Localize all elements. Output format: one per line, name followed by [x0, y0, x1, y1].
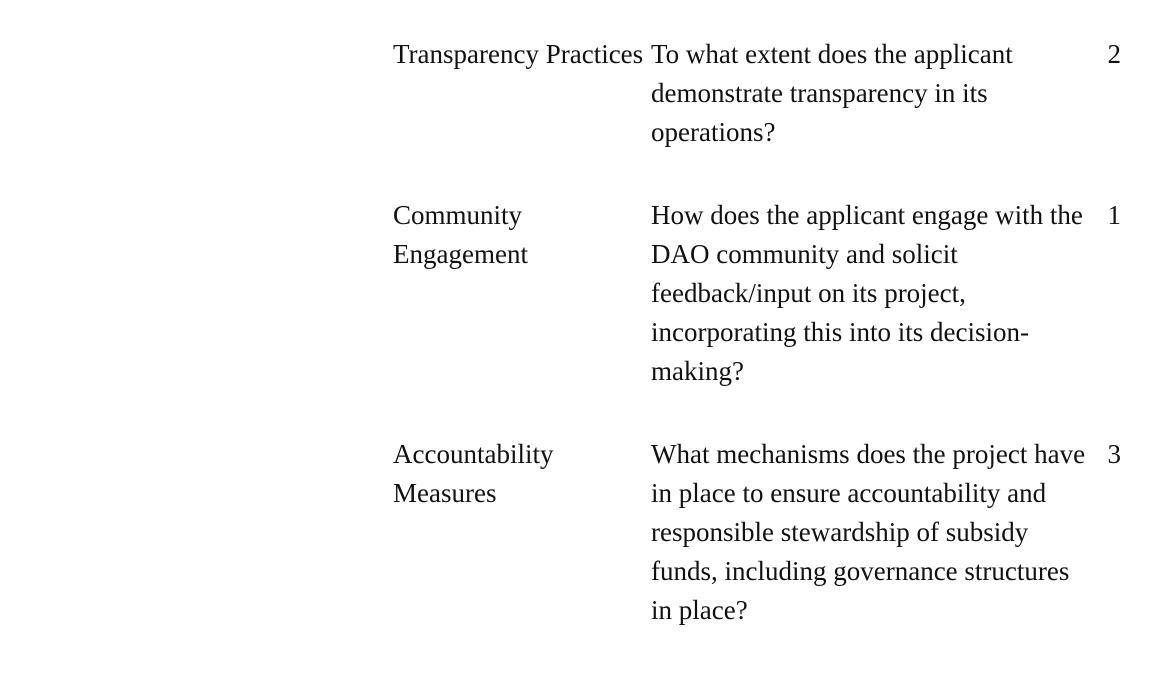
table-row — [393, 35, 1133, 152]
question-cell: To what extent does the applicant demonstrate transparency in its operations? — [651, 39, 1013, 147]
score-cell: 2 — [1107, 39, 1121, 69]
question-cell: What mechanisms does the project have in place to ensure accountability and responsible stewardship of subsidy funds, including governance structures in place? — [651, 439, 1086, 625]
criterion-cell: Community Engagement — [393, 200, 528, 269]
question-cell: How does the applicant engage with the DAO community and solicit feedback/input on its project, incorporating this into its decision-making? — [651, 200, 1083, 386]
evaluation-table — [393, 35, 1133, 630]
criterion-cell: Accountability Measures — [393, 439, 554, 508]
criterion-cell: Transparency Practices — [393, 39, 644, 69]
table-row — [393, 196, 1133, 391]
score-cell: 1 — [1107, 200, 1121, 230]
score-cell: 3 — [1107, 439, 1121, 469]
table-row — [393, 435, 1133, 630]
